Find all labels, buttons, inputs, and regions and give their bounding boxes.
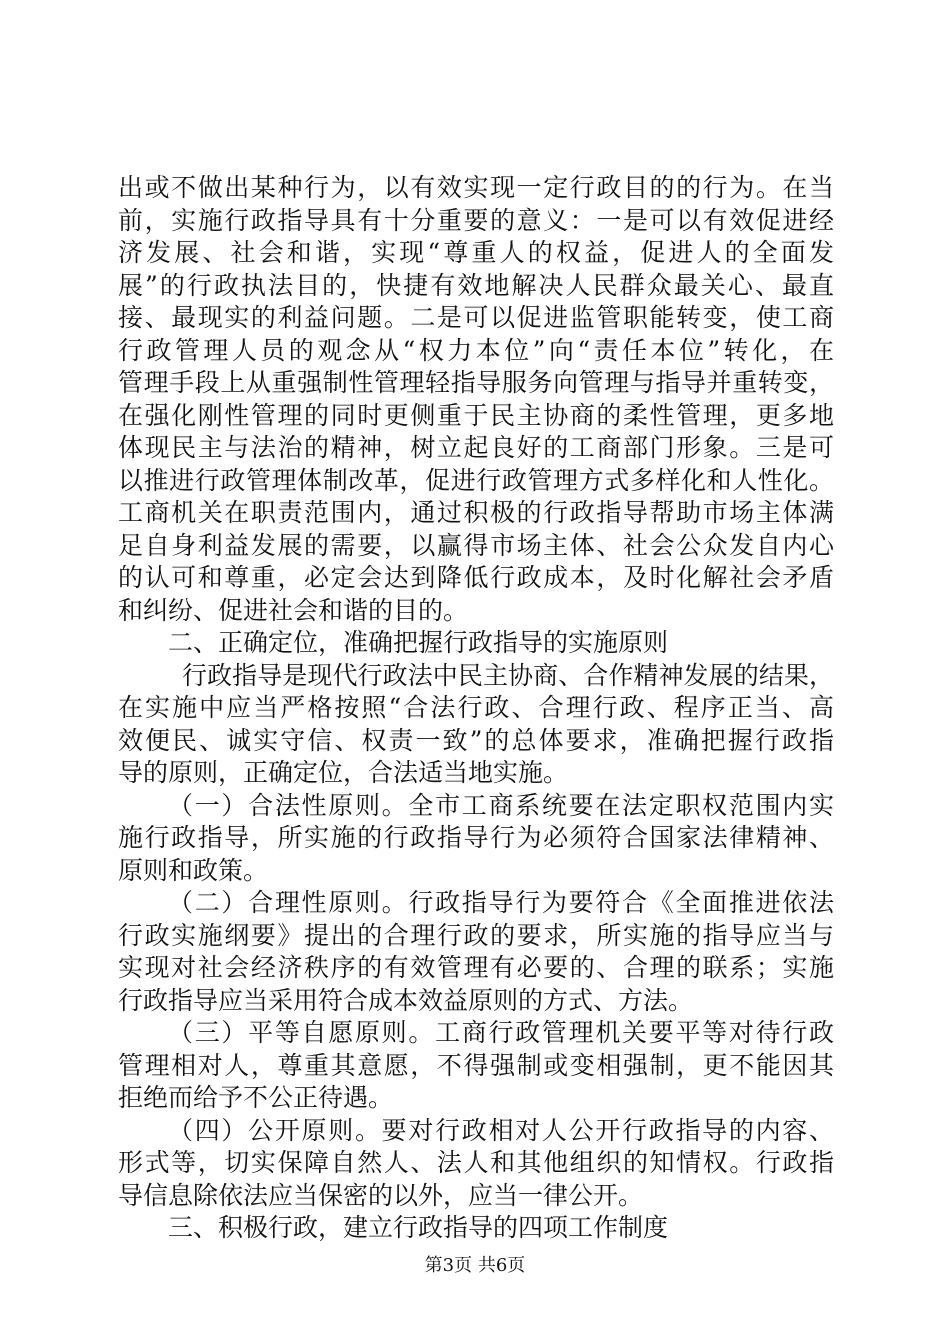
text-line: 和纠纷、促进社会和谐的目的。 (118, 595, 469, 625)
text-line: 工商机关在职责范围内，通过积极的行政指导帮助市场主体满 (118, 498, 834, 527)
text-line: 导的原则，正确定位，合法适当地实施。 (118, 758, 569, 787)
text-line: （三）平等自愿原则。工商行政管理机关要平等对待行政 (168, 1018, 834, 1047)
text-line: 以推进行政管理体制改革，促进行政管理方式多样化和人性化。 (118, 465, 834, 495)
text-line: 行政指导是现代行政法中民主协商、合作精神发展的结果， (182, 660, 834, 690)
text-line: 出或不做出某种行为，以有效实现一定行政目的的行为。在当 (118, 173, 834, 202)
text-line: 行政指导应当采用符合成本效益原则的方式、方法。 (118, 985, 694, 1015)
text-line: 拒绝而给予不公正待遇。 (118, 1083, 394, 1112)
text-line: 导信息除依法应当保密的以外，应当一律公开。 (118, 1180, 644, 1210)
text-line: 效便民、诚实守信、权责一致”的总体要求，准确把握行政指 (118, 725, 834, 755)
text-line: 管理相对人，尊重其意愿，不得强制或变相强制，更不能因其 (118, 1050, 834, 1080)
text-line: 前，实施行政指导具有十分重要的意义：一是可以有效促进经 (118, 205, 834, 235)
text-line: 在实施中应当严格按照“合法行政、合理行政、程序正当、高 (118, 693, 834, 722)
text-line: 施行政指导，所实施的行政指导行为必须符合国家法律精神、 (118, 823, 834, 852)
text-line: （四）公开原则。要对行政相对人公开行政指导的内容、 (168, 1115, 834, 1145)
text-line: 行政实施纲要》提出的合理行政的要求，所实施的指导应当与 (118, 920, 834, 950)
text-line: （二）合理性原则。行政指导行为要符合《全面推进依法 (168, 888, 834, 917)
text-line: 原则和政策。 (118, 855, 269, 885)
text-line: 三、积极行政，建立行政指导的四项工作制度 (168, 1213, 669, 1242)
text-line: 二、正确定位，准确把握行政指导的实施原则 (168, 628, 669, 657)
text-line: 体现民主与法治的精神，树立起良好的工商部门形象。三是可 (118, 433, 834, 462)
text-line: 济发展、社会和谐，实现“尊重人的权益，促进人的全面发 (118, 238, 834, 267)
text-line: 管理手段上从重强制性管理轻指导服务向管理与指导并重转变， (118, 368, 834, 397)
text-line: 实现对社会经济秩序的有效管理有必要的、合理的联系；实施 (118, 953, 834, 982)
text-line: 行政管理人员的观念从“权力本位”向“责任本位”转化，在 (118, 335, 834, 365)
page-footer: 第3页 共6页 (424, 1255, 526, 1276)
text-line: 展”的行政执法目的，快捷有效地解决人民群众最关心、最直 (118, 270, 834, 300)
text-line: 在强化刚性管理的同时更侧重于民主协商的柔性管理，更多地 (118, 400, 834, 430)
document-body (118, 172, 834, 1245)
text-line: 接、最现实的利益问题。二是可以促进监管职能转变，使工商 (118, 303, 834, 332)
text-line: 的认可和尊重，必定会达到降低行政成本，及时化解社会矛盾 (118, 563, 834, 592)
text-line: 形式等，切实保障自然人、法人和其他组织的知情权。行政指 (118, 1148, 834, 1177)
text-line: （一）合法性原则。全市工商系统要在法定职权范围内实 (168, 790, 834, 820)
text-line: 足自身利益发展的需要，以赢得市场主体、社会公众发自内心 (118, 530, 834, 560)
